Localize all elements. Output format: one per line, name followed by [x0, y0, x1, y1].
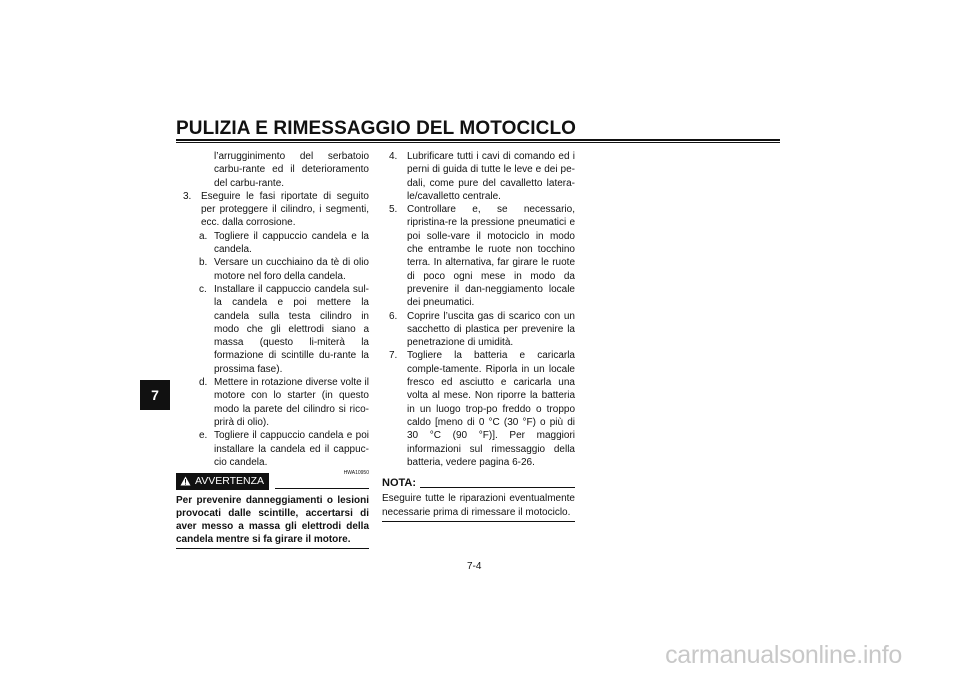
list-text: Controllare e, se necessario, ripristina-re la pressione pneumatici e poi solle-vare il motociclo in modo che entrambe le ruote non tocchino terra. In alternativa, far girare le ruote di poco ogni mese in modo da prevenire il dan-neggiamento locale dei pneumatici.: [407, 204, 575, 309]
list-text: Eseguire le fasi riportate di seguito per proteggere il cilindro, i segmenti, ecc. dalla corrosione.: [201, 190, 369, 229]
list-number: 4.: [389, 151, 398, 162]
warning-header-rule: [275, 488, 369, 489]
list-number: 6.: [389, 310, 398, 322]
sub-number: e.: [199, 430, 208, 442]
warning-code: HWA10950: [343, 470, 369, 477]
left-column: [176, 150, 369, 549]
note-label: NOTA:: [382, 477, 417, 490]
intro-paragraph: [176, 150, 369, 190]
sub-item-d: [176, 376, 369, 429]
right-column: [382, 150, 575, 522]
title-rule-thick: [176, 139, 780, 141]
list-text: Togliere la batteria e caricarla comple-tamente. Riporla in un locale fresco ed asciutto e caricarla una volta al mese. Non riporre la batteria in un luogo trop-po freddo o troppo caldo [meno di 0 °C (30 °F) o più di 30 °C (90 °F)]. Per maggiori informazioni sul rimessaggio della batteria, vedere pagina 6-26.: [407, 350, 575, 468]
sub-number: d.: [199, 377, 208, 389]
sub-text: Versare un cucchiaino da tè di olio motore nel foro della candela.: [214, 257, 369, 282]
list-item-3: [176, 190, 369, 230]
warning-header: [176, 474, 369, 490]
warning-text: Per prevenire danneggiamenti o lesioni provocati dalle scintille, accertarsi di aver messo a massa gli elettrodi della candela mentre si fa girare il motore.: [176, 495, 369, 546]
warning-bottom-rule: [176, 548, 369, 549]
warning-badge: [176, 473, 269, 490]
list-number: 7.: [389, 350, 398, 362]
list-text: Coprire l’uscita gas di scarico con un sacchetto di plastica per prevenire la penetrazione di umidità.: [407, 310, 575, 349]
warning-label: AVVERTENZA: [195, 474, 265, 487]
sub-text: Mettere in rotazione diverse volte il motore con lo starter (in questo modo la parete del cilindro si rico-prirà di olio).: [214, 377, 369, 428]
intro-text: l’arrugginimento del serbatoio carbu-rante ed il deterioramento del carbu-rante.: [214, 151, 369, 189]
watermark: carmanualsonline.info: [665, 641, 902, 669]
list-item-7: [382, 349, 575, 469]
sub-number: c.: [199, 283, 207, 295]
list-item-4: [382, 150, 575, 203]
warning-triangle-icon: [180, 476, 191, 486]
note-bottom-rule: [382, 521, 575, 522]
list-item-5: [382, 203, 575, 309]
sub-text: Installare il cappuccio candela sul-la candela e poi mettere la candela sulla testa cilindro in modo che gli elettrodi siano a massa (questo li-miterà la formazione di scintille du-rante la prossima fase).: [214, 283, 369, 375]
sub-item-b: [176, 256, 369, 283]
sub-number: b.: [199, 257, 208, 269]
list-text: Lubrificare tutti i cavi di comando ed i perni di guida di tutte le leve e dei pe-dali, come pure del cavalletto latera-le/cavalletto centrale.: [407, 151, 575, 202]
chapter-tab: 7: [140, 380, 170, 410]
note-header-rule: [420, 487, 575, 488]
sub-item-e: [176, 429, 369, 469]
page-number: 7-4: [467, 561, 482, 572]
list-item-6: [382, 310, 575, 350]
sub-text: Togliere il cappuccio candela e poi installare la candela ed il cappuc-cio candela.: [214, 430, 369, 468]
page-title: PULIZIA E RIMESSAGGIO DEL MOTOCICLO: [176, 118, 577, 139]
list-number: 3.: [183, 190, 192, 202]
sub-text: Togliere il cappuccio candela e la candela.: [214, 230, 369, 256]
list-number: 5.: [389, 204, 398, 216]
sub-number: a.: [199, 230, 208, 242]
note-text: Eseguire tutte le riparazioni eventualmente necessarie prima di rimessare il motociclo.: [382, 493, 575, 518]
sub-item-a: [176, 230, 369, 257]
sub-item-c: [176, 283, 369, 376]
note-header: [382, 477, 575, 490]
title-rule-thin: [176, 142, 780, 143]
